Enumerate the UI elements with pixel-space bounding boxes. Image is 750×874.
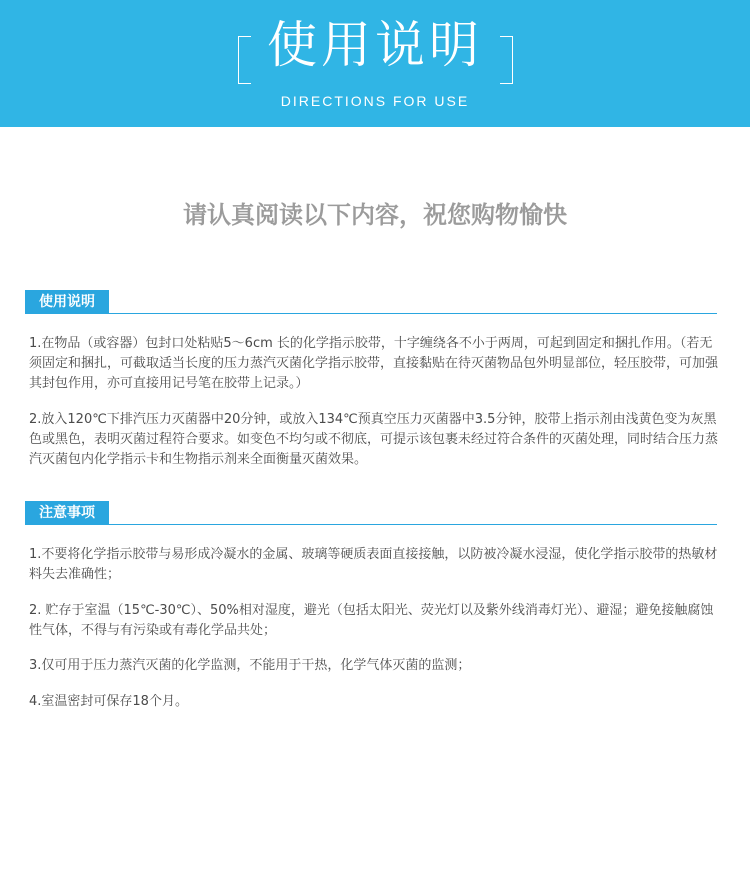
- section-header-usage: [25, 290, 725, 314]
- usage-step-2: 2.放入120℃下排汽压力灭菌器中20分钟，或放入134℃预真空压力灭菌器中3.5分钟，胶带上指示剂由浅黄色变为灰黑色或黑色，表明灭菌过程符合要求。如变色不均匀或不彻底，可提示该包裹未经过符合条件的灭菌处理，同时结合压力蒸汽灭菌包内化学指示卡和生物指示剂来全面衡量灭菌效果。: [29, 412, 719, 467]
- section-title-notes: 注意事项: [25, 501, 109, 525]
- note-2: 2. 贮存于室温（15℃-30℃）、50%相对湿度，避光（包括太阳光、荧光灯以及紫外线消毒灯光）、避湿；避免接触腐蚀性气体，不得与有污染或有毒化学品共处；: [29, 603, 714, 638]
- note-4: 4.室温密封可保存18个月。: [29, 694, 188, 709]
- page-title: 使用说明: [267, 16, 483, 74]
- section-divider: [25, 313, 717, 314]
- note-3: 3.仅可用于压力蒸汽灭菌的化学监测，不能用于干热，化学气体灭菌的监测；: [29, 658, 471, 673]
- page-subtitle: DIRECTIONS FOR USE: [280, 93, 470, 109]
- section-header-notes: [25, 501, 725, 525]
- title-bracket-right: [500, 36, 513, 84]
- note-1: 1.不要将化学指示胶带与易形成冷凝水的金属、玻璃等硬质表面直接接触，以防被冷凝水浸湿，使化学指示胶带的热敏材料失去准确性；: [29, 547, 718, 582]
- tagline: 请认真阅读以下内容，祝您购物愉快: [183, 200, 567, 229]
- usage-step-1: 1.在物品（或容器）包封口处粘贴5～6cm 长的化学指示胶带，十字缠绕各不小于两周，可起到固定和捆扎作用。（若无须固定和捆扎，可截取适当长度的压力蒸汽灭菌化学指示胶带，直接黏贴在待灭菌物品包外明显部位，轻压胶带，可加强其封包作用，亦可直接用记号笔在胶带上记录。）: [29, 336, 719, 391]
- section-divider: [25, 524, 717, 525]
- header-banner: [0, 0, 750, 127]
- section-title-usage: 使用说明: [25, 290, 109, 314]
